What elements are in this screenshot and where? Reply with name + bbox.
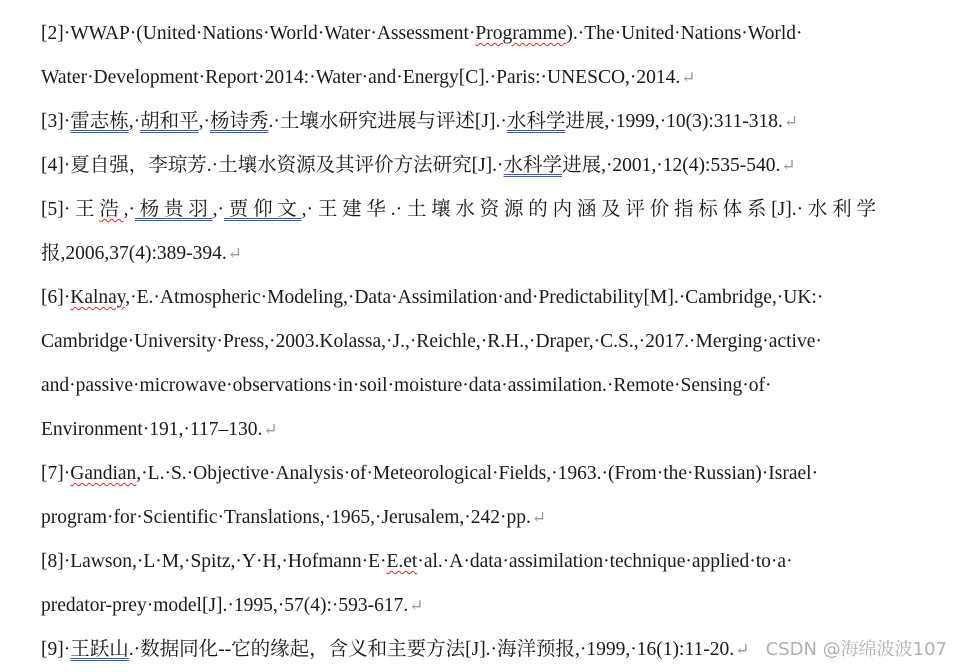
reference-text: 进展,·1999,·10(3):311-318. [565,111,783,132]
reference-text: ,·王建华.·土壤水资源的内涵及评价指标体系[J].·水利学 [301,199,876,220]
reference-text: predator-prey·model[J].·1995,·57(4):·593-617. [41,595,409,616]
reference-text: Environment·191,·117–130. [41,419,263,440]
reference-text: ,·E.·Atmospheric·Modeling,·Data·Assimilation·and·Predictability[M].·Cambridge,·UK:· [125,287,824,308]
reference-line [41,276,876,320]
reference-line [41,320,876,364]
reference-line [41,232,876,276]
reference-entry [41,540,876,628]
reference-line [41,584,876,628]
reference-text: [3]· [41,111,71,132]
reference-line [41,452,876,496]
reference-entry [41,144,876,188]
reference-entry [41,100,876,144]
reference-text: 浩 [99,199,124,220]
reference-line [41,144,876,188]
reference-entry [41,628,876,672]
reference-text: [5]·王 [41,199,100,220]
paragraph-mark-icon: ↵ [735,640,750,659]
reference-entry [41,12,876,100]
reference-text: Programme [475,23,567,44]
reference-text: E.et [386,551,418,572]
reference-line [41,56,876,100]
reference-text: and·passive·microwave·observations·in·soil·moisture·data·assimilation.·Remote·Sensing·of· [41,375,772,396]
reference-entry [41,188,876,276]
reference-line [41,408,876,452]
reference-text: [7]· [41,463,71,484]
reference-text: .·土壤水研究进展与评述[J].· [268,111,507,132]
reference-line [41,628,876,672]
reference-line [41,188,876,232]
reference-text: 胡和平 [140,111,199,132]
paragraph-mark-icon: ↵ [531,508,547,527]
paragraph-mark-icon: ↵ [409,596,424,615]
reference-text: 报,2006,37(4):389-394. [41,243,227,264]
reference-text: Kalnay [70,287,126,308]
reference-text: 王跃山 [70,639,129,660]
reference-entry [41,276,876,452]
reference-text: ). [566,23,578,44]
reference-text: 进展,·2001,·12(4):535-540. [562,155,781,176]
reference-text: [2]·WWAP·(United·Nations·World·Water·Assessment· [41,23,476,44]
csdn-watermark: CSDN @海绵波波107 [765,639,947,660]
reference-line [41,364,876,408]
paragraph-mark-icon: ↵ [263,420,278,439]
reference-text: 水科学 [506,111,566,132]
paragraph-mark-icon: ↵ [227,244,243,263]
reference-text: [8]·Lawson,·L·M,·Spitz,·Y·H,·Hofmann·E· [41,551,387,572]
reference-text: ·The·United·Nations·World· [577,23,803,44]
reference-list [41,12,876,672]
paragraph-mark-icon: ↵ [681,68,696,87]
reference-text: program·for·Scientific·Translations,·1965,·Jerusalem,·242·pp. [41,507,531,528]
reference-text: [4]·夏自强，李琼芳.·土壤水资源及其评价方法研究[J].· [41,155,504,176]
reference-text: ,· [198,111,211,132]
reference-text: [6]· [41,287,71,308]
paragraph-mark-icon: ↵ [783,112,799,131]
reference-text: 杨诗秀 [210,111,269,132]
reference-text: ,· [128,111,141,132]
reference-text: 雷志栋 [70,111,129,132]
reference-text: ·al.·A·data·assimilation·technique·applied·to·a· [417,551,793,572]
reference-text: 水科学 [503,155,563,176]
reference-line [41,496,876,540]
reference-text: ,·L.·S.·Objective·Analysis·of·Meteorological·Fields,·1963.·(From·the·Russian)·Israel· [136,463,819,484]
reference-text: Water·Development·Report·2014:·Water·and·Energy[C].·Paris:·UNESCO,·2014. [41,67,681,88]
reference-text: Gandian [70,463,137,484]
reference-line [41,12,876,56]
reference-entry [41,452,876,540]
reference-text: ,· [212,199,225,220]
reference-text: .·数据同化--它的缘起，含义和主要方法[J].·海洋预报,·1999,·16(1):11-20. [128,639,735,660]
reference-line [41,540,876,584]
reference-text: Cambridge·University·Press,·2003.Kolassa,·J.,·Reichle,·R.H.,·Draper,·C.S.,·2017.·Merging·active· [41,331,822,352]
reference-text: 杨贵羽 [134,199,213,220]
reference-line [41,100,876,144]
reference-text: [9]· [41,639,71,660]
reference-text: 贾仰文 [224,199,302,220]
reference-text: ,· [123,199,135,220]
paragraph-mark-icon: ↵ [781,156,796,175]
